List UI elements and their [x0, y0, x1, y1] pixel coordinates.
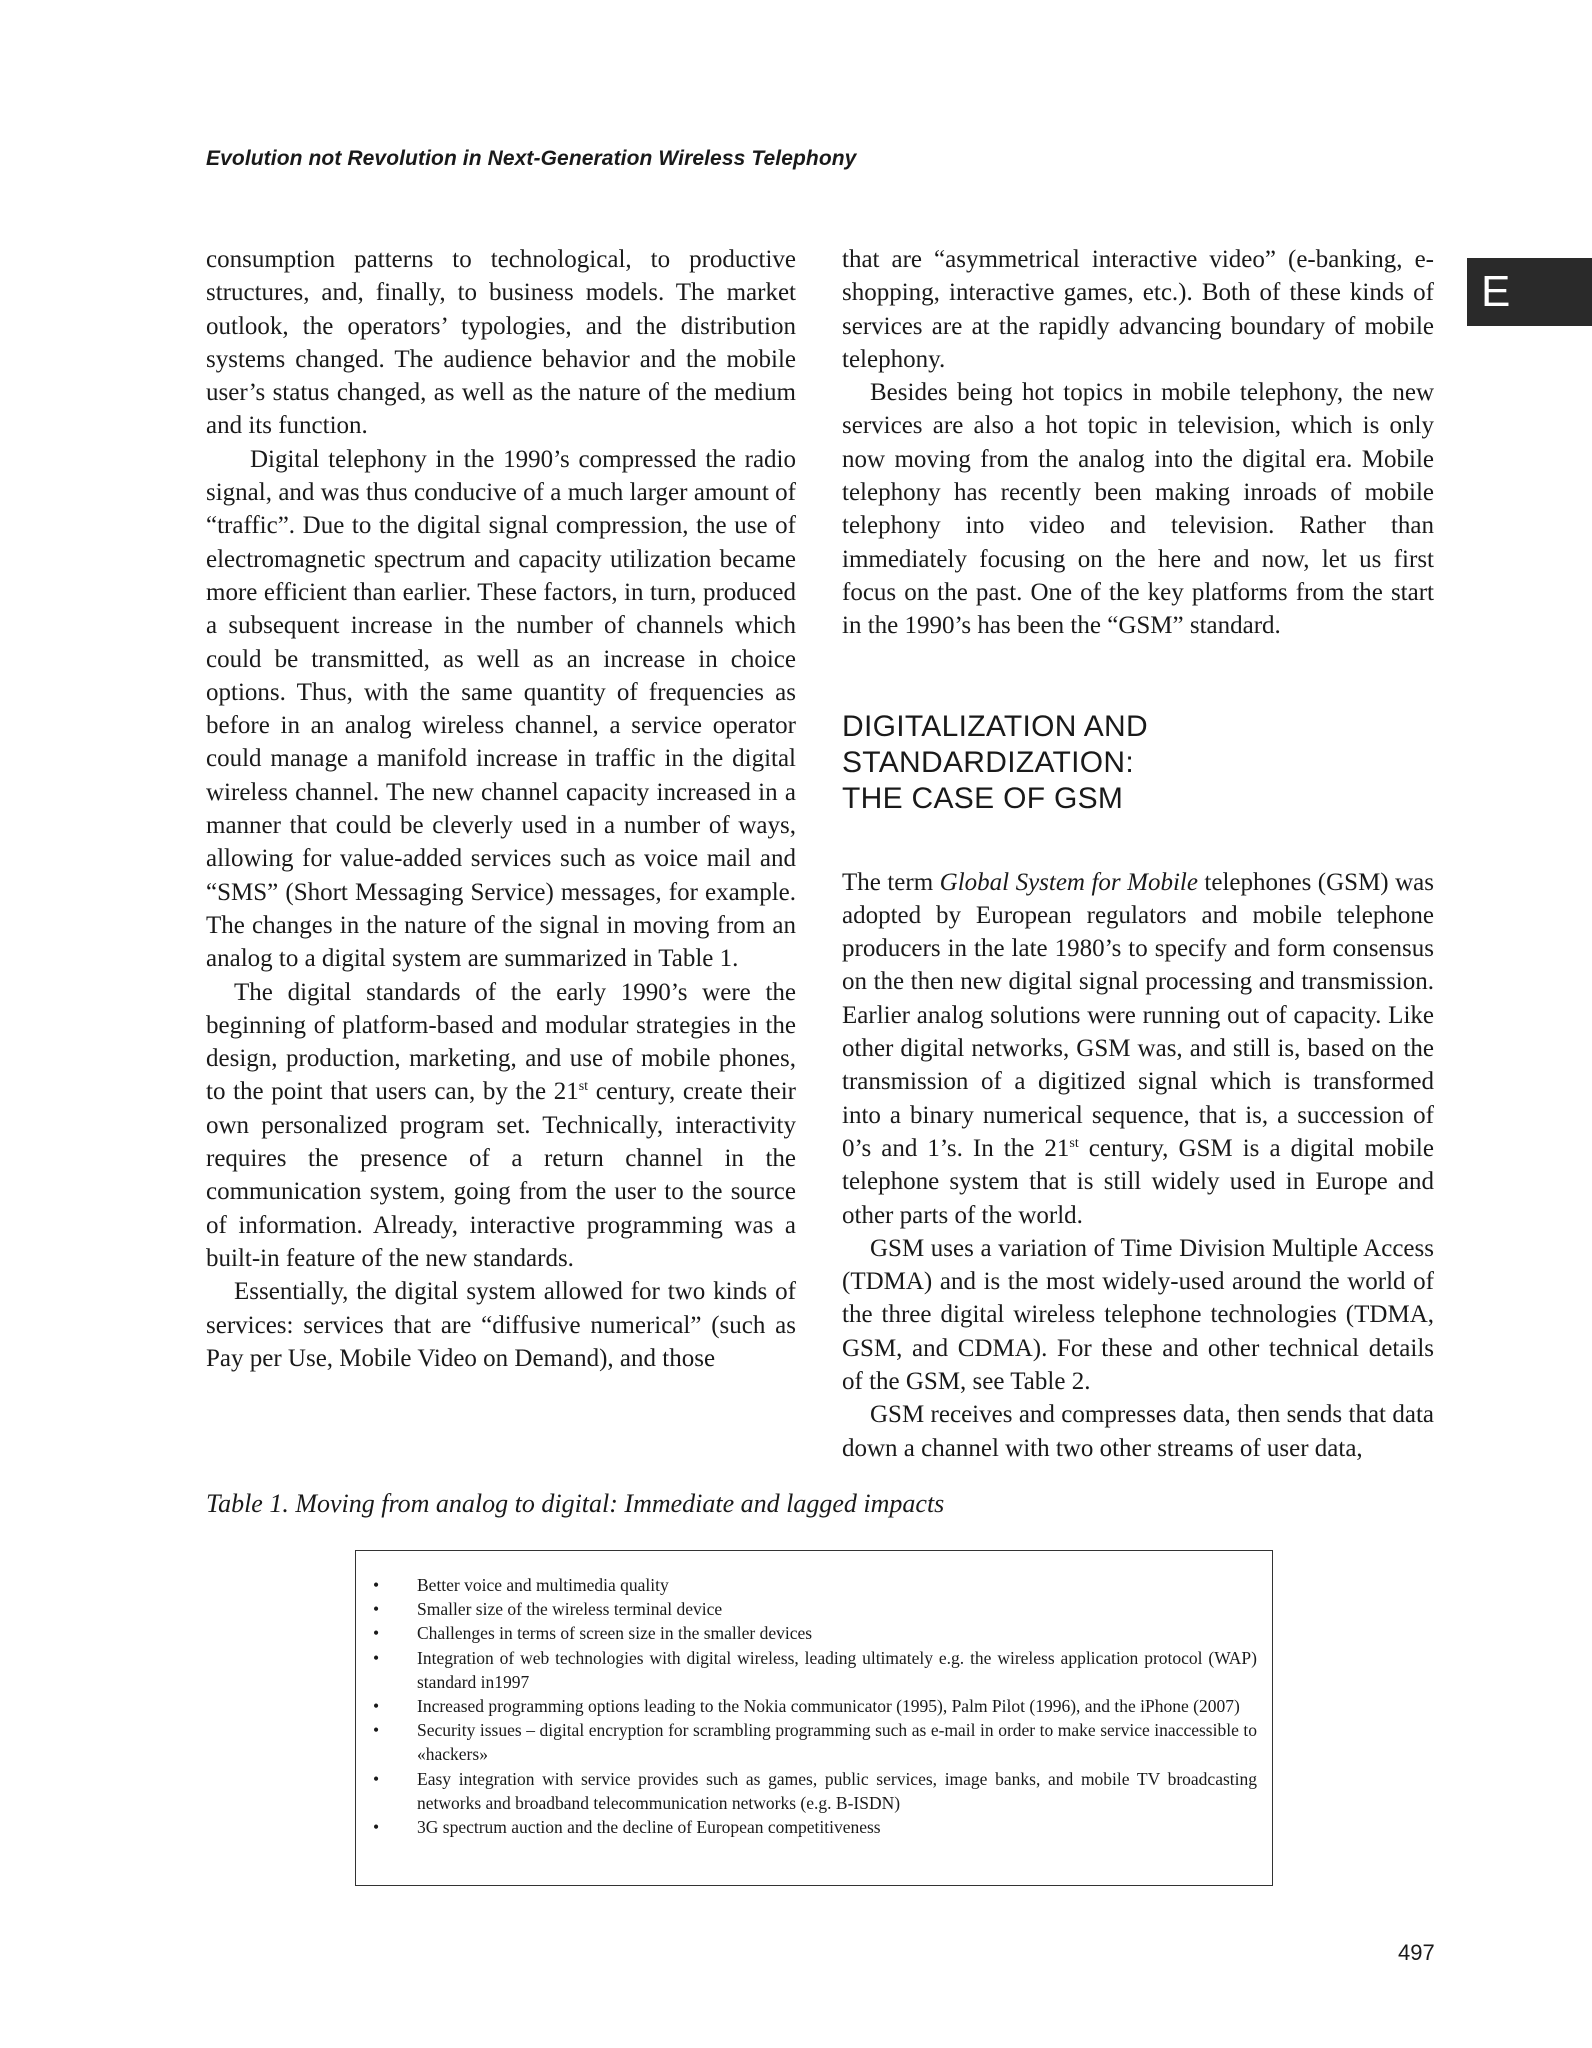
left-paragraph-1: consumption patterns to technological, to productive structures, and, finally, to business models. The market outlook, the operators’ typologies, and the distribution systems changed. The audience behavior and the mobile user’s status changed, as well as the nature of the medium and its function.: [206, 246, 796, 440]
bullet-icon: •: [373, 1623, 380, 1644]
left-paragraph-3-part-a: The digital standards of the early 1990’s were the beginning of platform-based and modular strategies in the design, production, marketing, and use of mobile phones, to the point that users can, by the 21: [206, 978, 796, 1106]
right-paragraph-2: Besides being hot topics in mobile telephony, the new services are also a hot topic in television, which is only now moving from the analog into the digital era. Mobile telephony has recently been making inroads of mobile telephony into video and television. Rather than immediately focusing on the here and now, let us first focus on the past. One of the key platforms from the start in the 1990’s has been the “GSM” standard.: [842, 379, 1434, 640]
left-column: [206, 243, 796, 1375]
superscript-st: st: [578, 1079, 589, 1095]
right-paragraph-5: GSM receives and compresses data, then sends that data down a channel with two other streams of user data,: [842, 1401, 1434, 1462]
bullet-icon: •: [373, 1768, 380, 1789]
bullet-icon: •: [373, 1599, 380, 1620]
table-1-item-text: Better voice and multimedia quality: [417, 1575, 669, 1595]
bullet-icon: •: [373, 1575, 380, 1595]
table-1-item-text: Security issues – digital encryption for scrambling programming such as e-mail in order to make service inaccessible to «hackers»: [417, 1720, 1257, 1765]
section-heading-line-1: DIGITALIZATION AND: [842, 709, 1148, 743]
table-1-item: [371, 1718, 1257, 1766]
left-paragraph-3: [206, 976, 796, 1276]
section-heading: [842, 709, 1434, 817]
section-heading-line-2: STANDARDIZATION:: [842, 745, 1135, 779]
section-heading-line-3: THE CASE OF GSM: [842, 781, 1124, 815]
gsm-term: Global System for Mobile: [939, 868, 1198, 896]
right-column: [842, 243, 1434, 1465]
bullet-icon: •: [373, 1817, 380, 1838]
table-1-item: [371, 1646, 1257, 1694]
running-head: Evolution not Revolution in Next-Generation Wireless Telephony: [206, 147, 857, 170]
bullet-icon: •: [373, 1647, 380, 1668]
left-paragraph-2: Digital telephony in the 1990’s compressed the radio signal, and was thus conducive of a much larger amount of “traffic”. Due to the digital signal compression, the use of electromagnetic spectrum and capacity utilization became more efficient than earlier. These factors, in turn, produced a subsequent increase in the number of channels which could be transmitted, as well as an increase in choice options. Thus, with the same quantity of frequencies as before in an analog wireless channel, a service operator could manage a manifold increase in traffic in the digital wireless channel. The new channel capacity increased in a manner that could be cleverly used in a number of ways, allowing for value-added services such as voice mail and “SMS” (Short Messaging Service) messages, for example. The changes in the nature of the signal in moving from an analog to a digital system are summarized in Table 1.: [206, 445, 796, 973]
left-paragraph-3-part-b: century, create their own personalized program set. Technically, interactivity requires the presence of a return channel in the communication system, going from the user to the source of information. Already, interactive programming was a built-in feature of the new standards.: [206, 1078, 797, 1272]
right-paragraph-4: GSM uses a variation of Time Division Multiple Access (TDMA) and is the most widely-used around the world of the three digital wireless telephone technologies (TDMA, GSM, and CDMA). For these and other technical details of the GSM, see Table 2.: [842, 1234, 1434, 1396]
table-1-box: [355, 1550, 1273, 1886]
section-tab: E: [1467, 258, 1592, 326]
bullet-icon: •: [373, 1696, 380, 1717]
table-1-item-text: 3G spectrum auction and the decline of European competitiveness: [417, 1817, 881, 1838]
table-1-item: [371, 1767, 1257, 1815]
right-paragraph-3-part-b: telephones (GSM) was adopted by European regulators and mobile telephone producers in the late 1980’s to specify and form consensus on the then new digital signal processing and transmission. Earlier analog solutions were running out of capacity. Like other digital networks, GSM was, and still is, based on the transmission of a digitized signal which is transformed into a binary numerical sequence, that is, a succession of 0’s and 1’s. In the 21: [842, 868, 1434, 1162]
table-1-item-text: Integration of web technologies with digital wireless, leading ultimately e.g. the wireless application protocol (WAP) standard in1997: [417, 1647, 1257, 1692]
right-paragraph-1: that are “asymmetrical interactive video” (e-banking, e-shopping, interactive games, etc.). Both of these kinds of services are at the rapidly advancing boundary of mobile telephony.: [842, 246, 1434, 373]
right-paragraph-3-part-a: The term: [842, 868, 940, 896]
right-paragraph-3: [842, 866, 1434, 1232]
table-1-item: [371, 1694, 1257, 1718]
superscript-st: st: [1069, 1135, 1079, 1151]
table-1-item: [371, 1621, 1257, 1645]
page-number: 497: [1398, 1940, 1435, 1965]
left-paragraph-4: Essentially, the digital system allowed for two kinds of services: services that are “diffusive numerical” (such as Pay per Use, Mobile Video on Demand), and those: [206, 1278, 796, 1372]
table-1-item-text: Increased programming options leading to the Nokia communicator (1995), Palm Pilot (1996), and the iPhone (2007): [417, 1696, 1240, 1717]
table-1-caption: Table 1. Moving from analog to digital: Immediate and lagged impacts: [206, 1489, 945, 1518]
table-1-item-text: Challenges in terms of screen size in the smaller devices: [417, 1623, 813, 1644]
table-1-list: [371, 1573, 1257, 1839]
table-1-item: [371, 1573, 1257, 1597]
table-1-item-text: Easy integration with service provides such as games, public services, image banks, and mobile TV broadcasting networks and broadband telecommunication networks (e.g. B-ISDN): [417, 1768, 1257, 1813]
bullet-icon: •: [373, 1720, 380, 1741]
right-paragraph-3-part-c: century, GSM is a digital mobile telephone system that is still widely used in Europe and other parts of the world.: [842, 1134, 1434, 1229]
table-1-item: [371, 1815, 1257, 1839]
table-1-item-text: Smaller size of the wireless terminal device: [417, 1599, 723, 1620]
table-1-item: [371, 1597, 1257, 1621]
